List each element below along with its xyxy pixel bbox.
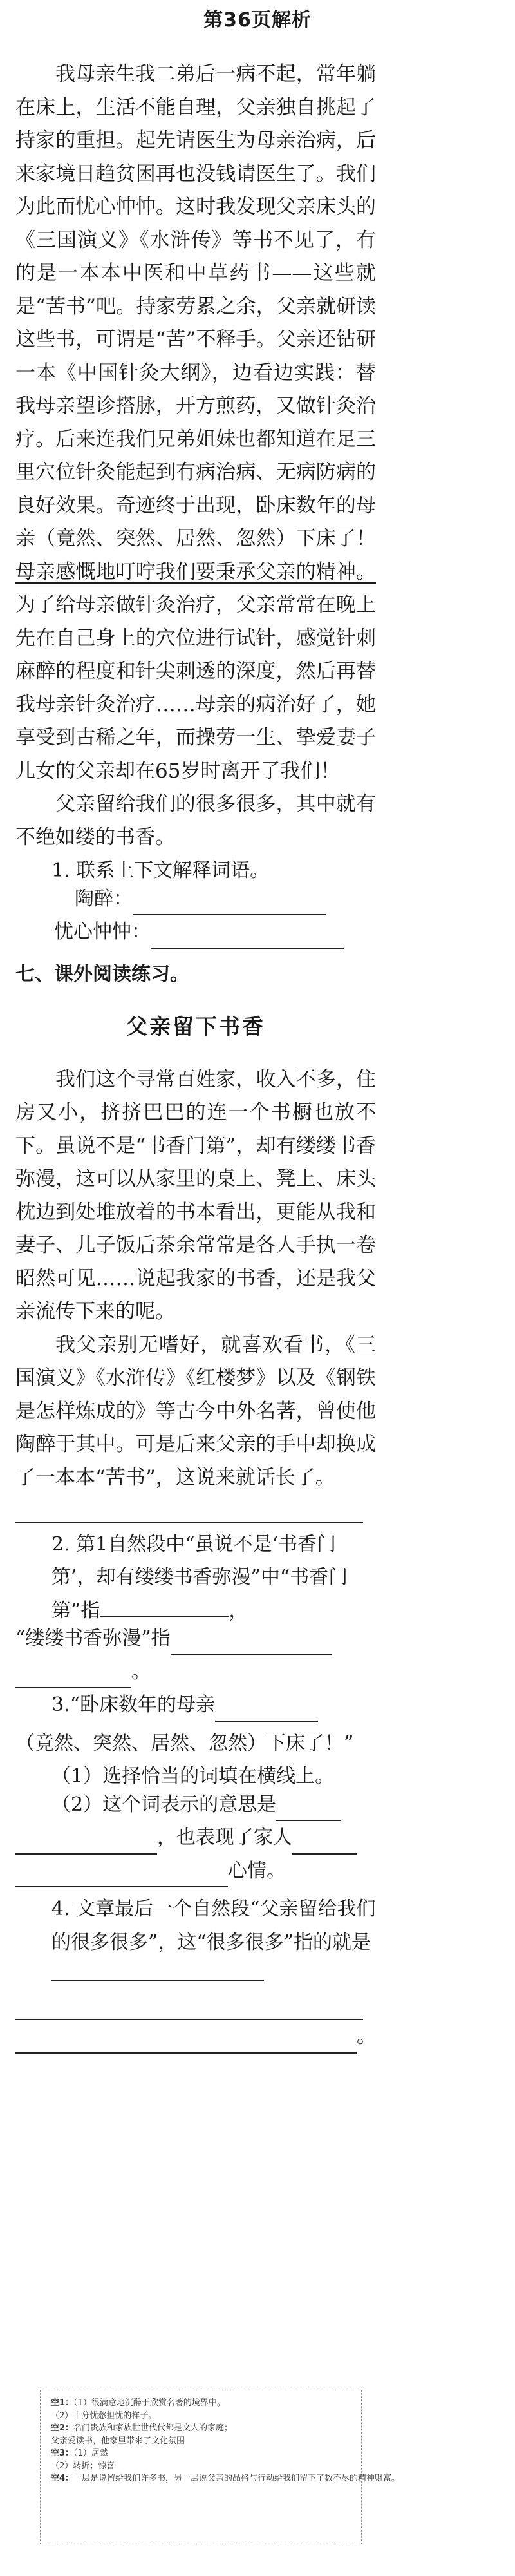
answer-blank[interactable] bbox=[171, 1634, 332, 1655]
answer-key-text: 一层是说留给我们许多书，另一层说父亲的品格与行动给我们留下了数不尽的精神财富。 bbox=[73, 2474, 400, 2483]
answer-key-row bbox=[51, 2472, 400, 2485]
answer-line-row bbox=[15, 2025, 376, 2059]
question-1-word2-row bbox=[15, 921, 376, 954]
passage-paragraph bbox=[15, 58, 376, 788]
answer-blank[interactable] bbox=[292, 1833, 357, 1855]
answer-key-text: （1）很满意地沉醉于欣赏名著的境界中。 bbox=[73, 2398, 225, 2408]
passage-text-after: 为了给母亲做针灸治疗，父亲常常在晚上先在自己身上的穴位进行试针，感觉针刺麻醉的程度和针尖刺透的深度，然后再替我母亲针灸治疗……母亲的病治好了，她享受到古稀之年，而操劳一生、挚爱妻子儿女的父亲却在65岁时离开了我们！ bbox=[15, 593, 376, 783]
answer-blank[interactable] bbox=[215, 1700, 318, 1722]
question-text: “缕缕书香弥漫”指 bbox=[15, 1627, 171, 1650]
question-text: （2）这个词表示的意思是 bbox=[52, 1793, 277, 1816]
answer-blank[interactable] bbox=[15, 1501, 363, 1523]
answer-key-label: 空3： bbox=[51, 2448, 74, 2458]
answer-key-label: 空1： bbox=[51, 2398, 74, 2408]
answer-key-box bbox=[40, 2390, 400, 2544]
passage-text: 我母亲生我二弟后一病不起，常年躺在床上，生活不能自理，父亲独自挑起了持家的重担。起先请医生为母亲治病，后来家境日趋贫困再也没钱请医生了。我们为此而忧心忡忡。这时我发现父亲床头的《三国演义》《水浒传》等书不见了，有的是一本本中医和中草药书——这些就是“苦书”吧。持家劳累之余，父亲就研读这些书，可谓是“苦”不释手。父亲还钻研一本《中国针灸大纲》，边看边实践：替我母亲望诊搭脉，开方煎药，又做针灸治疗。后来连我们兄弟姐妹也都知道在足三里穴位针灸能起到有病治病、无病防病的良好效果。奇迹终于出现，卧床数年的母亲（竟然、突然、居然、忽然）下床了！ bbox=[15, 62, 376, 550]
question-1-prompt: 1. 联系上下文解释词语。 bbox=[52, 859, 270, 882]
section-heading: 七、课外阅读练习。 bbox=[15, 962, 189, 986]
question-2-part2-row bbox=[15, 1627, 376, 1661]
answer-key-row bbox=[51, 2460, 351, 2473]
answer-key-text: （2）转折；惊喜 bbox=[51, 2461, 115, 2471]
page-title: 第36页解析 bbox=[203, 9, 312, 32]
answer-key-row bbox=[51, 2422, 351, 2435]
answer-blank[interactable] bbox=[15, 1833, 157, 1855]
answer-key-text: 名门贵族和家族世世代代都是文人的家庭； bbox=[73, 2423, 233, 2433]
answer-blank[interactable] bbox=[276, 1799, 341, 1821]
passage-paragraph: 我父亲别无嗜好，就喜欢看书，《三国演义》《水浒传》《红楼梦》以及《钢铁是怎样炼成的》等古今中外名著，曾使他陶醉于其中。可是后来父亲的手中却换成了一本本“苦书”，这说来就话长了。 bbox=[15, 1333, 376, 1489]
question-3-sub1: （1）选择恰当的词填在横线上。 bbox=[52, 1765, 335, 1788]
question-3-row bbox=[15, 1693, 376, 1727]
question-text: 4. 文章最后一个自然段“父亲留给我们的很多很多”，这“很多很多”指的就是 bbox=[52, 1898, 376, 1954]
answer-blank[interactable] bbox=[52, 1960, 264, 1981]
passage-paragraph: 我们这个寻常百姓家，收入不多，住房又小，挤挤巴巴的连一个书橱也放不下。虽说不是“书香门第”，却有缕缕书香弥漫，这可以从家里的桌上、凳上、床头枕边到处堆放着的书本看出，更能从我和妻子、儿子饭后茶余常常是各人手执一卷昭然可见……说起我家的书香，还是我父亲流传下来的呢。 bbox=[15, 1067, 376, 1323]
underlined-sentence: 母亲感慨地叮咛我们要秉承父亲的精神。 bbox=[15, 560, 376, 584]
answer-blank[interactable] bbox=[133, 893, 326, 915]
answer-blank[interactable] bbox=[15, 1865, 228, 1887]
question-text: 2. 第1自然段中“虽说不是‘书香门第’，却有缕缕书香弥漫”中“书香门第”指 bbox=[52, 1532, 348, 1622]
answer-blank[interactable] bbox=[15, 1998, 363, 2020]
answer-key-row bbox=[51, 2447, 351, 2460]
question-text: ，也表现了家人 bbox=[157, 1826, 292, 1849]
question-3-feeling-row bbox=[15, 1860, 376, 1893]
answer-key-text: （1）居然 bbox=[73, 2448, 108, 2458]
question-text: 。 bbox=[357, 2025, 376, 2048]
answer-key-row bbox=[51, 2435, 351, 2448]
question-3-also-row bbox=[15, 1826, 376, 1860]
answer-blank[interactable] bbox=[15, 1666, 131, 1688]
answer-line-row bbox=[15, 1992, 376, 2026]
question-3-options: （竟然、突然、居然、忽然）下床了！” bbox=[15, 1732, 354, 1755]
answer-key-text: 父亲爱读书，他家里带来了文化氛围 bbox=[51, 2436, 185, 2446]
question-text: 3.“卧床数年的母亲 bbox=[52, 1693, 215, 1716]
question-4-prompt bbox=[15, 1893, 376, 1992]
answer-key-label: 空4： bbox=[51, 2474, 74, 2483]
passage-title: 父亲留下书香 bbox=[126, 1013, 265, 1039]
answer-blank[interactable] bbox=[15, 2032, 357, 2054]
exercise-content bbox=[15, 58, 376, 2059]
question-text: 心情。 bbox=[228, 1859, 286, 1882]
answer-line-row bbox=[15, 1494, 376, 1528]
question-text: 。 bbox=[131, 1660, 151, 1683]
answer-blank[interactable] bbox=[100, 1595, 229, 1617]
answer-key-text: （2）十分忧愁担忧的样子。 bbox=[51, 2410, 157, 2421]
word-label: 忧心忡忡： bbox=[54, 921, 151, 943]
answer-key-label: 空2： bbox=[51, 2423, 74, 2433]
answer-key-row bbox=[51, 2410, 351, 2423]
answer-blank[interactable] bbox=[151, 927, 344, 949]
passage-closing: 父亲留给我们的很多很多，其中就有不绝如缕的书香。 bbox=[15, 792, 376, 849]
word-label: 陶醉： bbox=[75, 887, 133, 910]
question-2-prompt: 2. 第1自然段中“虽说不是‘书香门第’，却有缕缕书香弥漫”中“书香门第”指 ， bbox=[52, 1532, 348, 1622]
answer-key-row bbox=[51, 2397, 351, 2410]
